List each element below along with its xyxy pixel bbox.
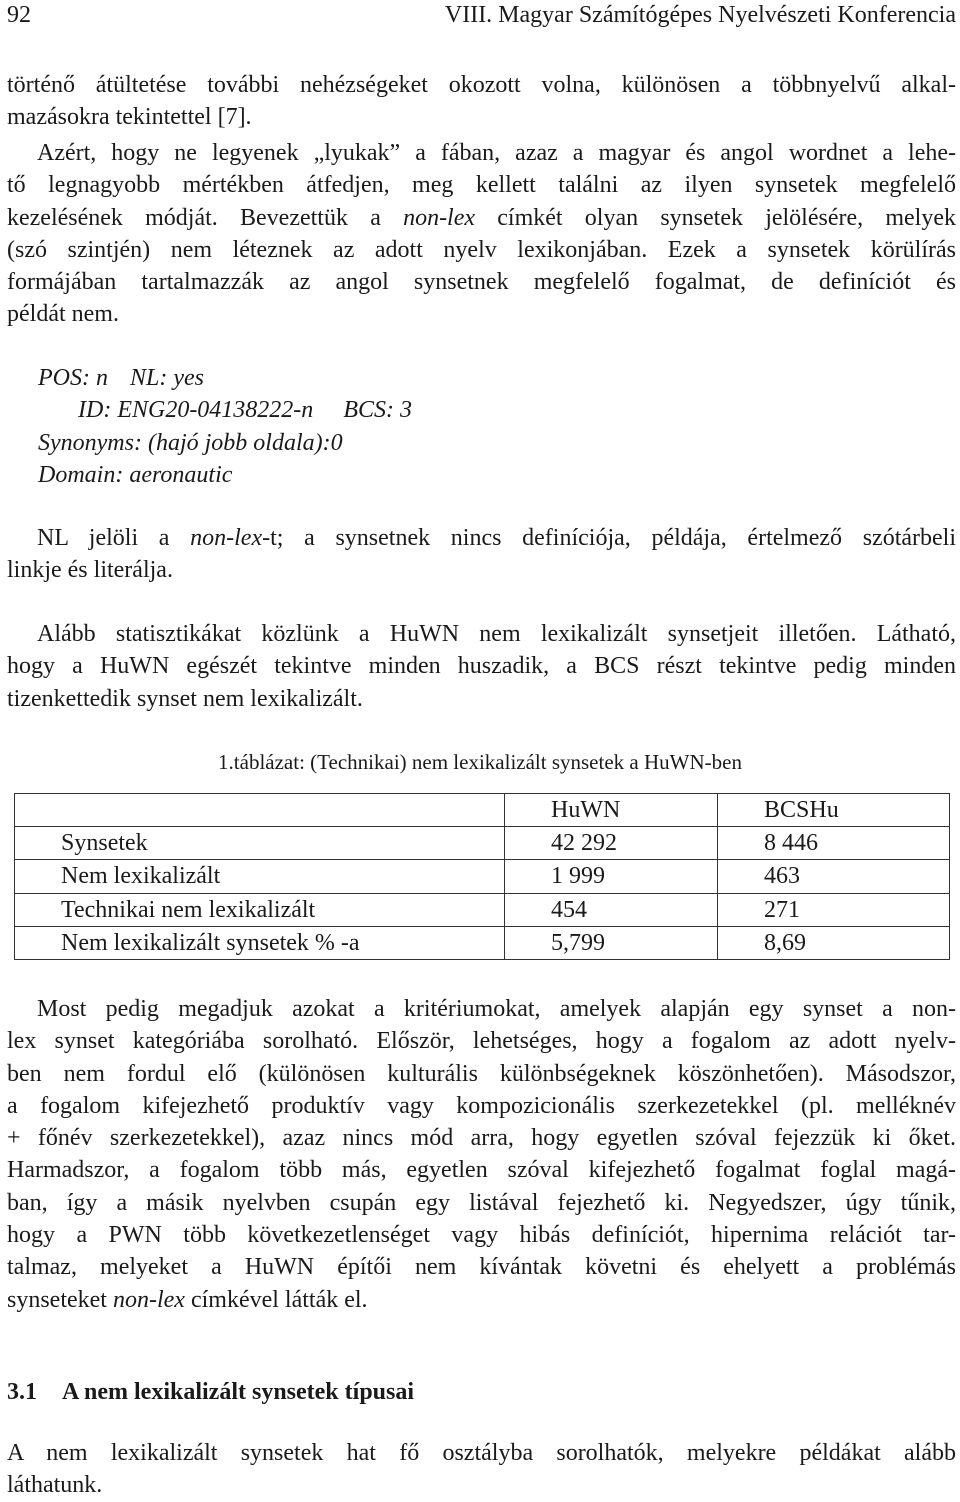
table-row — [15, 926, 950, 959]
text-line: + főnév szerkezetekkel), azaz nincs mód arra, hogy egyetlen szóval fejezzük ki őket. — [7, 1125, 956, 1152]
text-line: mazásokra tekintettel [7]. — [7, 104, 252, 131]
page-header — [7, 0, 956, 30]
text-line: hogy a PWN több következetlenséget vagy hibás definíciót, hipernima relációt tar- — [7, 1222, 956, 1249]
text-span: NL jelöli a — [37, 525, 191, 551]
paragraph-5 — [7, 993, 956, 1316]
table-caption: 1.táblázat: (Technikai) nem lexikalizált synsetek a HuWN-ben — [218, 750, 742, 774]
record-id: ID: ENG20-04138222-n — [78, 397, 314, 424]
non-lex-term: non-lex — [403, 204, 476, 231]
text-span: synseteket — [7, 1286, 113, 1313]
text-line: ban, így a másik nyelvben csupán egy listával fejezhető ki. Negyedszer, úgy tűnik, — [7, 1189, 956, 1216]
text-line: ben nem fordul elő (különösen kulturális különbségeknek köszönhetően). Másodszor, — [7, 1060, 956, 1087]
table-cell: 463 — [718, 860, 950, 893]
text-line: példát nem. — [7, 301, 119, 328]
text-line: láthatunk. — [7, 1472, 103, 1499]
record-synonyms: Synonyms: (hajó jobb oldala):0 — [38, 429, 343, 456]
non-lex-term: non-lex — [112, 1286, 185, 1313]
paragraph-2 — [7, 137, 956, 331]
synset-record-example — [38, 362, 412, 491]
table-row — [15, 827, 950, 860]
text-span: címkét olyan synsetek jelölésére, melyek — [475, 204, 956, 231]
text-line: (szó szintjén) nem léteznek az adott nyelv lexikonjában. Ezek a synsetek körülírás — [7, 236, 956, 263]
text-line: lex synset kategóriába sorolható. Először, lehetséges, hogy a fogalom az adott nyelv- — [7, 1028, 956, 1055]
text-line: Harmadszor, a fogalom több más, egyetlen szóval kifejezhető fogalmat foglal magá- — [7, 1157, 956, 1184]
table-cell: 1 999 — [505, 860, 718, 893]
text-line: tő legnagyobb mértékben átfedjen, meg kellett találni az ilyen synsetek megfelelő — [7, 172, 956, 199]
paragraph-1 — [7, 69, 956, 134]
table-cell: 8,69 — [718, 926, 950, 959]
text-line: Most pedig megadjuk azokat a kritériumokat, amelyek alapján egy synset a non- — [37, 996, 956, 1022]
record-bcs: BCS: 3 — [343, 397, 412, 424]
table-cell: Synsetek — [15, 827, 505, 860]
table-cell: Nem lexikalizált synsetek % -a — [15, 926, 505, 959]
record-row — [38, 362, 412, 394]
text-line: talmaz, melyeket a HuWN építői nem kívántak követni és ehelyett a problémás — [7, 1254, 956, 1281]
text-line: hogy a HuWN egészét tekintve minden huszadik, a BCS részt tekintve pedig minden — [7, 653, 956, 680]
non-lex-term: non-lex — [190, 525, 263, 551]
paragraph-6 — [7, 1437, 956, 1502]
table-row — [15, 860, 950, 893]
text-line: linkje és literálja. — [7, 557, 173, 584]
page-number: 92 — [7, 2, 31, 28]
statistics-table — [14, 793, 950, 960]
table-cell: 42 292 — [505, 827, 718, 860]
section-heading — [7, 1376, 414, 1408]
section-title: A nem lexikalizált synsetek típusai — [62, 1379, 415, 1405]
table-cell: 454 — [505, 893, 718, 926]
table-cell: 271 — [718, 893, 950, 926]
table-header-cell: BCSHu — [718, 794, 950, 827]
section-number: 3.1 — [7, 1379, 37, 1405]
text-line: formájában tartalmazzák az angol synsetnek megfelelő fogalmat, de definíciót és — [7, 269, 956, 296]
table-header-cell — [15, 794, 505, 827]
table-cell: Nem lexikalizált — [15, 860, 505, 893]
table-cell: 8 446 — [718, 827, 950, 860]
text-line — [7, 522, 956, 554]
text-span: címkével látták el. — [184, 1286, 368, 1313]
text-line — [7, 202, 956, 234]
running-title: VIII. Magyar Számítógépes Nyelvészeti Konferencia — [444, 2, 956, 28]
text-span: kezelésének módját. Bevezettük a — [7, 204, 404, 231]
text-line — [7, 1284, 956, 1316]
text-line: történő átültetése további nehézségeket okozott volna, különösen a többnyelvű alkal- — [7, 72, 956, 98]
table-row — [15, 893, 950, 926]
text-line: Alább statisztikákat közlünk a HuWN nem lexikalizált synsetjeit illetően. Látható, — [37, 621, 956, 647]
text-span: -t; a synsetnek nincs definíciója, példája, értelmező szótárbeli — [262, 525, 957, 551]
table-header-cell: HuWN — [505, 794, 718, 827]
text-line: A nem lexikalizált synsetek hat fő osztályba sorolhatók, melyekre példákat alább — [7, 1440, 956, 1466]
table-header-row — [15, 794, 950, 827]
record-nl: NL: yes — [129, 365, 204, 391]
record-row — [38, 394, 412, 426]
text-line: tizenkettedik synset nem lexikalizált. — [7, 685, 363, 712]
table-cell: Technikai nem lexikalizált — [15, 893, 505, 926]
text-line: a fogalom kifejezhető produktív vagy kompozicionális szerkezetekkel (pl. melléknév — [7, 1092, 956, 1119]
text-line: Azért, hogy ne legyenek „lyukak” a fában, azaz a magyar és angol wordnet a lehe- — [37, 140, 956, 166]
paragraph-3 — [7, 522, 956, 587]
table-cell: 5,799 — [505, 926, 718, 959]
paragraph-4 — [7, 618, 956, 715]
record-domain: Domain: aeronautic — [38, 461, 233, 488]
record-pos: POS: n — [38, 365, 108, 391]
